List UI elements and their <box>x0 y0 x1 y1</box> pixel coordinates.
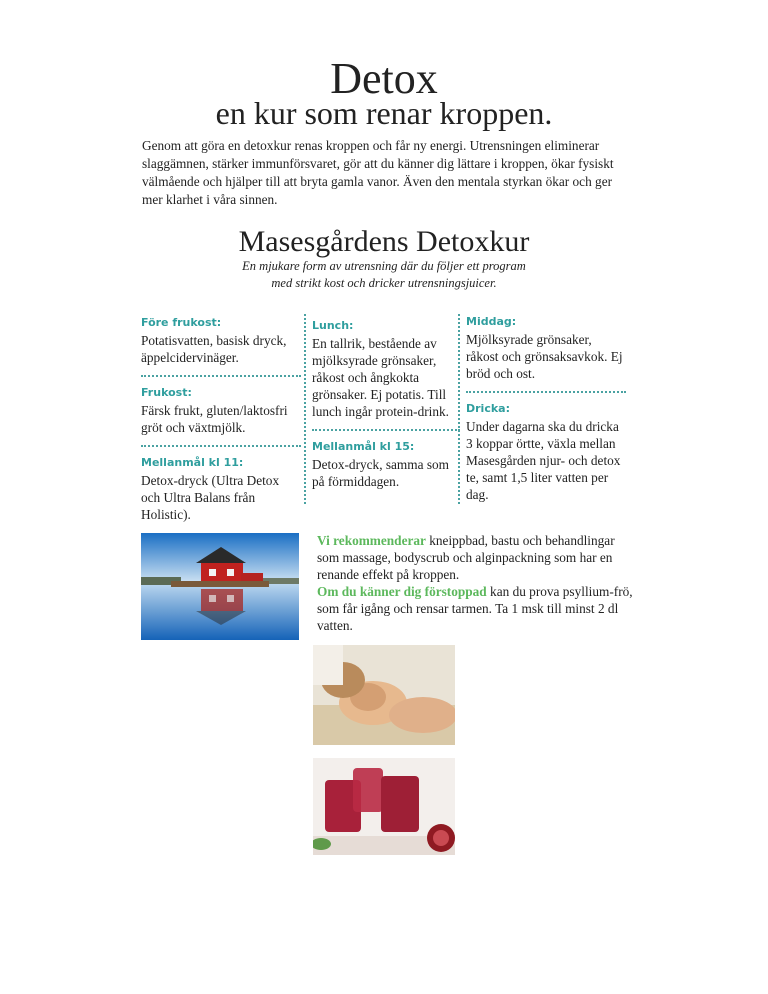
meal-heading: Frukost: <box>141 386 192 399</box>
recommendation-text <box>317 532 635 634</box>
meal-text: Detox-dryck (Ultra Detox och Ultra Balans från Holistic). <box>141 473 280 522</box>
meal-heading: Dricka: <box>466 402 510 415</box>
column-divider <box>304 314 306 504</box>
constipation-body: kan du prova psyllium-frö, som får igång och rensar tarmen. Ta 1 msk till minst 2 dl vatten. <box>317 584 633 633</box>
dotted-divider <box>466 391 626 393</box>
recommend-lead: Vi rekommenderar <box>317 533 426 548</box>
meal-text: Under dagarna ska du dricka 3 koppar örtte, växla mellan Masesgården njur- och detox te, samt 1,5 liter vatten per dag. <box>466 419 621 502</box>
meal-heading: Mellanmål kl 11: <box>141 456 244 469</box>
dotted-divider <box>141 375 301 377</box>
meal-text: Potatisvatten, basisk dryck, äppelcidervinäger. <box>141 333 287 365</box>
meal-heading: Lunch: <box>312 319 354 332</box>
cottage-lake-photo <box>141 533 299 640</box>
page-subtitle: en kur som renar kroppen. <box>215 95 553 131</box>
meal-text: Detox-dryck, samma som på förmiddagen. <box>312 457 450 489</box>
meal-breakfast <box>141 385 301 436</box>
recommend-body: kneippbad, bastu och behandlingar som massage, bodyscrub och alginpackning som har en renande effekt på kroppen. <box>317 533 615 582</box>
column-divider <box>458 314 460 504</box>
menu-column-3 <box>466 314 626 503</box>
meal-text: En tallrik, bestående av mjölksyrade grönsaker, råkost och ångkokta grönsaker. Ej potatis. Till lunch ingår protein-drink. <box>312 336 449 419</box>
dotted-divider <box>141 445 301 447</box>
massage-photo <box>313 645 455 745</box>
meal-heading: Före frukost: <box>141 316 222 329</box>
meal-text: Mjölksyrade grönsaker, råkost och grönsaksavkok. Ej bröd och ost. <box>466 332 623 381</box>
constipation-lead: Om du känner dig förstoppad <box>317 584 487 599</box>
meal-snack-11 <box>141 455 301 523</box>
tagline-line-2: med strikt kost och dricker utrensningsjuicer. <box>271 276 497 290</box>
tagline-line-1: En mjukare form av utrensning där du följer ett program <box>242 259 526 273</box>
juice-glasses-photo <box>313 758 455 855</box>
program-title: Masesgårdens Detoxkur <box>238 225 530 258</box>
meal-text: Färsk frukt, gluten/laktosfri gröt och växtmjölk. <box>141 403 288 435</box>
meal-drinks <box>466 401 626 503</box>
page-title: Detox <box>330 54 438 103</box>
intro-paragraph: Genom att göra en detoxkur renas kroppen och får ny energi. Utrensningen eliminerar slaggämnen, stärker immunförsvaret, gör att du känner dig lättare i kroppen, ökar fysiskt välmående och hjälper till att bryta gamla vanor. Även den mentala styrkan ökar och ger mer klarhet i våra sinnen. <box>142 138 614 207</box>
meal-lunch <box>312 318 460 420</box>
program-tagline <box>200 258 568 292</box>
meal-heading: Mellanmål kl 15: <box>312 440 415 453</box>
meal-heading: Middag: <box>466 315 517 328</box>
meal-snack-15 <box>312 439 460 490</box>
menu-column-1 <box>141 315 301 523</box>
meal-before-breakfast <box>141 315 301 366</box>
meal-dinner <box>466 314 626 382</box>
dotted-divider <box>312 429 460 431</box>
menu-column-2 <box>312 318 460 490</box>
